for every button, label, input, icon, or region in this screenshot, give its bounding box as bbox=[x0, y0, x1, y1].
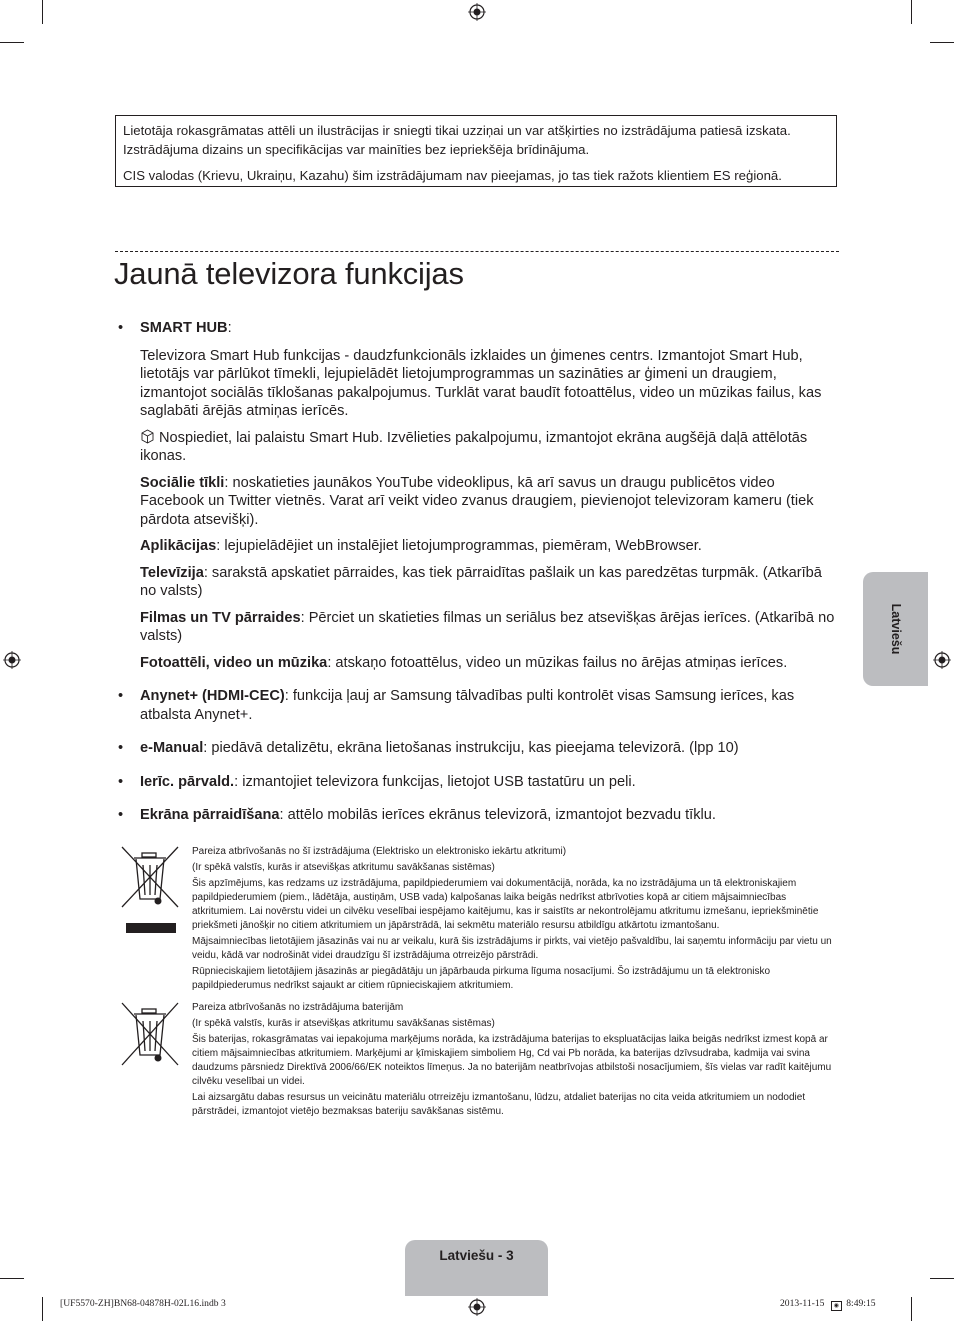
disposal-subheading: (Ir spēkā valstīs, kurās ir atsevišķas atkritumu savākšanas sistēmas) bbox=[192, 862, 495, 873]
bullet-icon: • bbox=[118, 688, 124, 704]
feature-label: Ekrāna pārraidīšana bbox=[140, 807, 280, 823]
disposal-heading: Pareiza atbrīvošanās no izstrādājuma baterijām bbox=[192, 1002, 404, 1013]
feature-text: : atskaņo fotoattēlus, video un mūzikas failus no ārējas atmiņas ierīces. bbox=[327, 654, 788, 671]
crossed-bin-icon bbox=[120, 845, 182, 937]
disposal-heading: Pareiza atbrīvošanās no šī izstrādājuma (Elektrisko un elektronisko iekārtu atkritumi) bbox=[192, 846, 567, 857]
feature-text: : izmantojiet televizora funkcijas, lietojot USB tastatūru un peli. bbox=[234, 773, 636, 790]
disposal-paragraph: Mājsaimniecības lietotājiem jāsazinās vai nu ar veikalu, kurā šis izstrādājums ir pirkts, vai vietējo pašvaldību, lai saņemtu informāciju par vietu un veidu, kādā var nodrošināt videi draudzīgu šī izstrādājuma otrreizējo pārstrādi. bbox=[192, 936, 832, 961]
registration-mark-icon bbox=[933, 651, 951, 669]
list-item bbox=[115, 806, 839, 825]
disposal-paragraph: Šis baterijas, rokasgrāmatas vai iepakojuma marķējums norāda, ka izstrādājuma baterijas to ekspluatācijas laika beigās nedrīkst izmest kopā ar citiem mājsaimniecības atkritumiem. Marķējumi ar ķīmiskajiem simboliem Hg, Cd vai Pb norāda, ka baterijas dzīvsudraba, kadmija vai svina daudzums pārsniedz Direktīvā 2006/66/EK noteiktos līmeņus. Ja no baterijām neatbrīvojas atbilstoši nosacījumiem, šīs vielas var radīt kaitējumu cilvēku veselībai un videi. bbox=[192, 1034, 832, 1087]
feature-list bbox=[115, 319, 839, 825]
print-date: 2013-11-15 bbox=[780, 1298, 825, 1309]
print-timestamp bbox=[780, 1298, 876, 1311]
smart-hub-press-note bbox=[140, 429, 839, 466]
feature-label: e-Manual bbox=[140, 740, 204, 756]
crop-mark bbox=[0, 42, 24, 43]
bullet-icon: • bbox=[118, 320, 124, 336]
list-item bbox=[140, 609, 839, 646]
feature-text: : piedāvā detalizētu, ekrāna lietošanas instrukciju, kas pieejama televizorā. (lpp 10) bbox=[203, 740, 739, 756]
clock-icon: ◉ bbox=[831, 1301, 842, 1311]
disclaimer-line: Izstrādājuma dizains un specifikācijas var mainīties bez iepriekšēja brīdinājuma. bbox=[123, 142, 590, 157]
page-number-tab bbox=[405, 1240, 548, 1296]
feature-label: Ierīc. pārvald. bbox=[140, 773, 235, 790]
feature-text: : Pērciet un skatieties filmas un seriālus bez atsevišķas ārējas ierīces. (Atkarībā no valsts) bbox=[140, 609, 835, 644]
crop-mark bbox=[0, 1278, 24, 1279]
language-side-tab bbox=[863, 572, 928, 686]
list-item bbox=[115, 319, 839, 338]
feature-label: SMART HUB bbox=[140, 320, 228, 336]
bullet-icon: • bbox=[118, 773, 124, 790]
crossed-bin-icon bbox=[120, 1001, 182, 1071]
crop-mark bbox=[930, 1278, 954, 1279]
disposal-paragraph: Šis apzīmējums, kas redzams uz izstrādājuma, papildpiederumiem vai dokumentācijā, norāda, ka no izstrādājuma un tā elektroniskajiem papildpiederumiem (piem., lādētāja, austiņām, USB vada) kalpošanas laika beigās nedrīkst atbrīvoties kopā ar citiem mājsaimniecības atkritumiem. Lai novērstu videi un cilvēku veselībai iespējamo kaitējumu, kas ir saistīts ar nekontrolējamu atkritumu izmešanu, iepriekšminētie priekšmeti jānošķir no citiem atkritumiem un jāpārstrādā, lai sekmētu materiālo resursu atbildīgu atkārtotu izmantošanu. bbox=[192, 878, 819, 931]
crop-mark bbox=[911, 0, 912, 24]
cis-notice: CIS valodas (Krievu, Ukraiņu, Kazahu) šim izstrādājumam nav pieejamas, jo tas tiek ražots klientiem ES reģionā. bbox=[123, 168, 782, 183]
feature-label: Televīzija bbox=[140, 564, 204, 581]
section-divider bbox=[115, 251, 839, 252]
crop-mark bbox=[930, 42, 954, 43]
smart-hub-press-text: Nospiediet, lai palaistu Smart Hub. Izvēlieties pakalpojumu, izmantojot ekrāna augšējā daļā attēlotās ikonas. bbox=[140, 429, 808, 464]
feature-colon: : bbox=[227, 320, 232, 336]
disclaimer-line: Lietotāja rokasgrāmatas attēli un ilustrācijas ir sniegti tikai uzziņai un var atšķirties no izstrādājuma patiesā izskata. bbox=[123, 123, 791, 138]
disposal-paragraph: Rūpnieciskajiem lietotājiem jāsazinās ar piegādātāju un jāpārbauda pirkuma līguma nosacījumi. Šo izstrādājumu un tā elektronisko papildpiederumus nedrīkst sajaukt ar citiem rūpnieciskajiem atkritumiem. bbox=[192, 966, 771, 991]
disposal-subheading: (Ir spēkā valstīs, kurās ir atsevišķas atkritumu savākšanas sistēmas) bbox=[192, 1018, 495, 1029]
bullet-icon: • bbox=[118, 807, 124, 823]
crop-mark bbox=[42, 1297, 43, 1321]
feature-label: Sociālie tīkli bbox=[140, 474, 225, 491]
smart-hub-button-icon bbox=[140, 429, 155, 444]
list-item bbox=[115, 739, 839, 758]
file-info: [UF5570-ZH]BN68-04878H-02L16.indb 3 bbox=[60, 1298, 226, 1309]
list-item bbox=[115, 687, 839, 724]
feature-label: Fotoattēli, video un mūzika bbox=[140, 654, 328, 671]
feature-text: : funkcija ļauj ar Samsung tālvadības pulti kontrolēt visas Samsung ierīces, kas atbalsta Anynet+. bbox=[140, 688, 795, 723]
smart-hub-description: Televizora Smart Hub funkcijas - daudzfunkcionāls izklaides un ģimenes centrs. Izmantojot Smart Hub, lietotājs var pārlūkot tīmekli, lejupielādēt lietojumprogrammas un sazināties ar ģimeni un draugiem, izmantojot sociālās tīklošanas pakalpojumus. Turklāt varat baudīt fotoattēlus, video un mūzikas failus, kas saglabāti ārējās atmiņas ierīcēs. bbox=[140, 347, 822, 419]
disposal-paragraph: Lai aizsargātu dabas resursus un veicinātu materiālu otrreizēju izmantošanu, lūdzu, atdaliet baterijas no cita veida atkritumiem un nododiet pārstrādei, izmantojot vietējo bezmaksas bateriju savākšanas sistēmu. bbox=[192, 1092, 806, 1117]
crop-mark bbox=[911, 1297, 912, 1321]
crop-mark bbox=[42, 0, 43, 24]
list-item bbox=[140, 654, 839, 673]
registration-mark-icon bbox=[3, 651, 21, 669]
feature-text: : lejupielādējiet un instalējiet lietojumprogrammas, piemēram, WebBrowser. bbox=[216, 538, 702, 554]
bullet-icon: • bbox=[118, 740, 124, 756]
feature-text: : attēlo mobilās ierīces ekrānus televizorā, izmantojot bezvadu tīklu. bbox=[279, 807, 716, 823]
page-title: Jaunā televizora funkcijas bbox=[114, 256, 464, 291]
list-item bbox=[140, 474, 839, 530]
list-item bbox=[115, 773, 839, 792]
feature-label: Anynet+ (HDMI-CEC) bbox=[140, 688, 285, 704]
disclaimer-box bbox=[115, 115, 837, 187]
page-number: Latviešu - 3 bbox=[439, 1248, 514, 1263]
registration-mark-icon bbox=[468, 1298, 486, 1316]
feature-label: Aplikācijas bbox=[140, 538, 217, 554]
registration-mark-icon bbox=[468, 3, 486, 21]
list-item bbox=[140, 537, 839, 556]
feature-label: Filmas un TV pārraides bbox=[140, 609, 301, 626]
print-time: 8:49:15 bbox=[846, 1298, 876, 1309]
feature-text: : noskatieties jaunākos YouTube videoklipus, kā arī savus un draugu publicētos video Facebook un Twitter vietnēs. Varat arī veikt video zvanus draugiem, pievienojot televizoram kameru (tiek pārdota atsevišķi). bbox=[140, 474, 814, 528]
list-item bbox=[140, 564, 839, 601]
feature-text: : sarakstā apskatiet pārraides, kas tiek pārraidītas pašlaik un kas paredzētas turpmāk. (Atkarībā no valsts) bbox=[140, 564, 822, 599]
language-side-tab-label: Latviešu bbox=[888, 603, 903, 655]
